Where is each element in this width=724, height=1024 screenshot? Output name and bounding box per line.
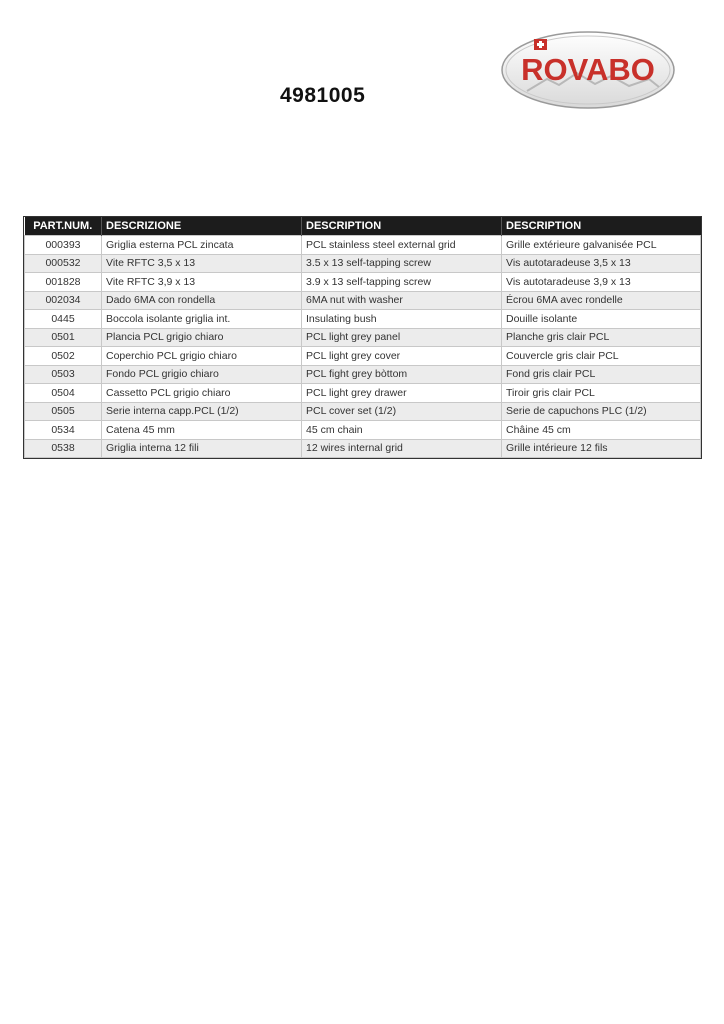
table-header-row [25, 217, 701, 236]
description-en: 3.5 x 13 self-tapping screw [302, 254, 502, 273]
description-it: Serie interna capp.PCL (1/2) [102, 402, 302, 421]
parts-table [24, 217, 701, 458]
part-number: 000393 [25, 236, 102, 255]
description-it: Cassetto PCL grigio chiaro [102, 384, 302, 403]
description-fr: Couvercle gris clair PCL [502, 347, 701, 366]
description-en: 3.9 x 13 self-tapping screw [302, 273, 502, 292]
table-row [25, 384, 701, 403]
table-row [25, 254, 701, 273]
table-row [25, 273, 701, 292]
table-row [25, 421, 701, 440]
description-fr: Serie de capuchons PLC (1/2) [502, 402, 701, 421]
table-row [25, 365, 701, 384]
header-descrizione: DESCRIZIONE [102, 217, 302, 236]
part-number: 0534 [25, 421, 102, 440]
part-number: 0538 [25, 439, 102, 458]
description-fr: Vis autotaradeuse 3,5 x 13 [502, 254, 701, 273]
part-number: 001828 [25, 273, 102, 292]
part-number: 002034 [25, 291, 102, 310]
table-row [25, 291, 701, 310]
part-number: 0505 [25, 402, 102, 421]
description-fr: Vis autotaradeuse 3,9 x 13 [502, 273, 701, 292]
description-it: Griglia esterna PCL zincata [102, 236, 302, 255]
description-en: PCL light grey cover [302, 347, 502, 366]
description-fr: Écrou 6MA avec rondelle [502, 291, 701, 310]
description-fr: Châine 45 cm [502, 421, 701, 440]
table-row [25, 236, 701, 255]
description-it: Boccola isolante griglia int. [102, 310, 302, 329]
description-en: PCL stainless steel external grid [302, 236, 502, 255]
part-number: 0445 [25, 310, 102, 329]
header-part-num: PART.NUM. [25, 217, 102, 236]
description-fr: Grille intérieure 12 fils [502, 439, 701, 458]
description-en: PCL cover set (1/2) [302, 402, 502, 421]
document-title: 4981005 [280, 84, 366, 107]
description-it: Vite RFTC 3,9 x 13 [102, 273, 302, 292]
table-row [25, 328, 701, 347]
description-fr: Tiroir gris clair PCL [502, 384, 701, 403]
description-it: Plancia PCL grigio chiaro [102, 328, 302, 347]
table-row [25, 402, 701, 421]
description-en: 6MA nut with washer [302, 291, 502, 310]
part-number: 0503 [25, 365, 102, 384]
description-en: 12 wires internal grid [302, 439, 502, 458]
rovabo-logo [499, 29, 677, 111]
description-en: PCL light grey drawer [302, 384, 502, 403]
header-description-en: DESCRIPTION [302, 217, 502, 236]
table-row [25, 439, 701, 458]
part-number: 0501 [25, 328, 102, 347]
description-it: Griglia interna 12 fili [102, 439, 302, 458]
header-description-fr: DESCRIPTION [502, 217, 701, 236]
description-fr: Grille extérieure galvanisée PCL [502, 236, 701, 255]
description-en: PCL fight grey bòttom [302, 365, 502, 384]
description-it: Coperchio PCL grigio chiaro [102, 347, 302, 366]
logo-text: ROVABO [521, 52, 655, 87]
part-number: 000532 [25, 254, 102, 273]
part-number: 0502 [25, 347, 102, 366]
description-fr: Douille isolante [502, 310, 701, 329]
description-it: Dado 6MA con rondella [102, 291, 302, 310]
description-en: PCL light grey panel [302, 328, 502, 347]
description-fr: Fond gris clair PCL [502, 365, 701, 384]
table-row [25, 347, 701, 366]
description-en: Insulating bush [302, 310, 502, 329]
description-it: Catena 45 mm [102, 421, 302, 440]
description-it: Fondo PCL grigio chiaro [102, 365, 302, 384]
description-fr: Planche gris clair PCL [502, 328, 701, 347]
description-it: Vite RFTC 3,5 x 13 [102, 254, 302, 273]
part-number: 0504 [25, 384, 102, 403]
description-en: 45 cm chain [302, 421, 502, 440]
table-row [25, 310, 701, 329]
